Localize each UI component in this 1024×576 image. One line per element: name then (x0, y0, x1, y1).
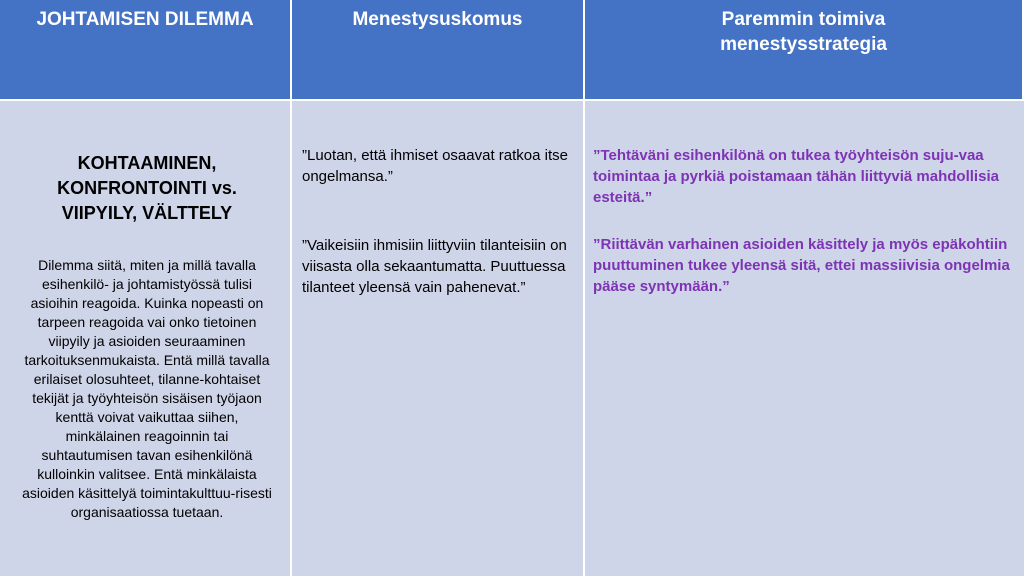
dilemma-title-line2: KONFRONTOINTI vs. (57, 178, 237, 198)
strategy-cell (585, 101, 1024, 576)
header-dilemma-label: JOHTAMISEN DILEMMA (36, 9, 254, 30)
header-strategy (585, 0, 1024, 101)
belief-quote-2: ”Vaikeisiin ihmisiin liittyviin tilanteisiin on viisasta olla sekaantumatta. Puuttuessa tilanteet yleensä vain pahenevat.” (302, 237, 567, 296)
belief-quote-1: ”Luotan, että ihmiset osaavat ratkoa itse ongelmansa.” (302, 147, 568, 185)
header-strategy-label-line1: Paremmin toimiva (721, 9, 886, 30)
header-belief (292, 0, 585, 101)
strategy-quote-1: ”Tehtäväni esihenkilönä on tukea työyhteisön suju-vaa toimintaa ja pyrkiä poistamaan tähän liittyviä mahdollisia esteitä.” (593, 147, 999, 206)
dilemma-description: Dilemma siitä, miten ja millä tavalla esihenkilö- ja johtamistyössä tulisi asioihin reagoida. Kuinka nopeasti on tarpeen reagoida vai onko tietoinen viipyily ja asioiden seuraaminen tarkoituksenmukaista. Entä millä tavalla erilaiset olosuhteet, tilanne-kohtaiset tekijät ja työyhteisön sisäisen työjaon kenttä voivat vaikuttaa siihen, minkälainen reagoinnin tai suhtautumisen tavan esihenkilönä kulloinkin valitsee. Entä minkälaista asioiden käsittelyä toimintakulttuu-risesti organisaatiossa tuetaan. (22, 257, 272, 520)
header-strategy-label-line2: menestysstrategia (720, 34, 887, 55)
dilemma-title-line1: KOHTAAMINEN, (77, 153, 217, 173)
header-belief-label: Menestysuskomus (352, 9, 523, 30)
header-dilemma (0, 0, 292, 101)
strategy-quote-2: ”Riittävän varhainen asioiden käsittely ja myös epäkohtiin puuttuminen tukee yleensä sitä, ettei massiivisia ongelmia pääse syntymään.” (593, 236, 1010, 295)
dilemma-title (14, 151, 280, 226)
dilemma-cell (0, 101, 292, 576)
belief-cell (292, 101, 585, 576)
dilemma-title-line3: VIIPYILY, VÄLTTELY (61, 203, 233, 223)
